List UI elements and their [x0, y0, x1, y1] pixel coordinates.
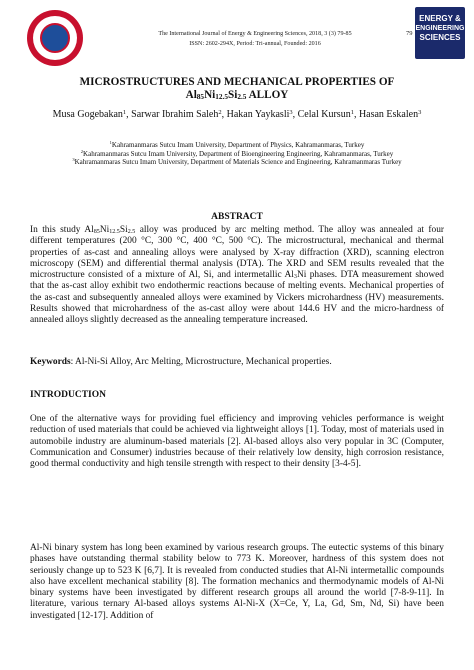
university-logo [27, 10, 83, 66]
author-name: Sarwar Ibrahim Saleh [131, 109, 219, 120]
introduction-paragraph: Al-Ni binary system has long been examined by various research groups. The eutectic systems of this binary phases have outstanding thermal stability below to 773 K. Moreover, hardness of this system does not seriously change up to 523 K [6,7]. It is revealed from conducted studies that Al-Ni intermetallic compounds also have excellent mechanical stability [8]. The formation mechanics and thermodynamic models of Al-Ni binary systems have been investigated by different research groups all around the world [7-8-9-11]. In literature, various ternary Al-based alloys systems Al-Ni-X (X=Ce, Y, La, Gd, Sm, Nd, Si) have been investigated [12-17]. Addition of [30, 543, 444, 621]
journal-logo [415, 7, 465, 59]
journal-logo-line: ENERGY & [419, 14, 461, 23]
affiliations [70, 141, 404, 167]
affiliation-item: $^1$Kahramanmaras Sutcu Imam University, Department of Physics, Kahramanmaras, Turkey [109, 140, 365, 149]
affiliation-item: $^2$Kahramanmaras Sutcu Imam University, Department of Bioengineering Engineering, Kahramanmaras, Turkey [80, 148, 394, 158]
author-name: Celal Kursun [297, 109, 351, 120]
keywords-label: Keywords [30, 357, 71, 367]
title-alloy-line: $Al_{85}Ni_{12.5}Si_{2.5}$ ALLOY [185, 89, 289, 101]
journal-issn: ISSN: 2602-294X, Period: Tri-annual, Founded: 2016 [189, 40, 321, 47]
journal-citation: The International Journal of Energy & Engineering Sciences, 2018, 3 (3) 79-85 [158, 31, 352, 37]
keywords-list: : Al-Ni-Si Alloy, Arc Melting, Microstructure, Mechanical properties. [70, 357, 332, 367]
journal-logo-line: ENGINEERING [415, 24, 465, 32]
author-list: Musa Gogebakan$^1$, Sarwar Ibrahim Saleh$^2$, Hakan Yaykasli$^3$, Celal Kursun$^1$, Hasan Eskalen$^3$ [52, 109, 422, 120]
affiliation-item: $^3$Kahramanmaras Sutcu Imam University, Department of Materials Science and Engineering, Kahramanmaras Turkey [72, 157, 402, 167]
author-name: Hasan Eskalen [358, 109, 419, 120]
abstract-body: In this study $Al_{85}Ni_{12.5}Si_{2.5}$ alloy was produced by arc melting method. The alloy was annealed at four different temperatures (200 °C, 300 °C, 400 °C, 500 °C). The microstructural, mechanical and thermal properties of as-cast and annealing alloys were analysed by X-ray diffraction (XRD), scanning electron microscopy (SEM) and differential thermal analysis (DTA). The XRD and SEM results revealed that the microstructure consisted of a mixture of Al, Si, and intermetallic $Al_3Ni$ phases. DTA measurement showed that the as-cast alloy exhibit two endothermic reactions because of melting events. Mechanical properties of the as-cast and subsequently annealed alloys were examined by Vickers microhardness (HV) measurements. Results showed that microhardness of the as-cast alloy were about 144.6 HV and the micro-hardness of annealed alloys slightly decreased as the annealing temperature increased. [30, 225, 445, 326]
introduction-heading: INTRODUCTION [30, 390, 107, 400]
abstract-heading: ABSTRACT [211, 212, 263, 222]
author-name: Musa Gogebakan [52, 109, 123, 120]
title-line: MICROSTRUCTURES AND MECHANICAL PROPERTIES OF [79, 76, 395, 88]
journal-header [110, 30, 400, 49]
introduction-paragraph: One of the alternative ways for providing fuel efficiency and improving vehicles performance is weight reduction of used materials that could be achieved via lightweight alloys [1]. Today, most of materials used in automobile industry are aluminum-based materials [2]. Al-based alloys also very popular in 3C (Computer, Communication and Consumer) industries because of their relatively low density, high corrosion resistance, good thermal conductivity and high tensile strength with respect to their density [3-4-5]. [30, 414, 444, 470]
keywords [30, 357, 444, 367]
page-number: 79 [406, 30, 413, 37]
journal-logo-line: SCIENCES [419, 33, 461, 42]
author-name: Hakan Yaykasli [226, 109, 290, 120]
paper-title [30, 76, 444, 102]
